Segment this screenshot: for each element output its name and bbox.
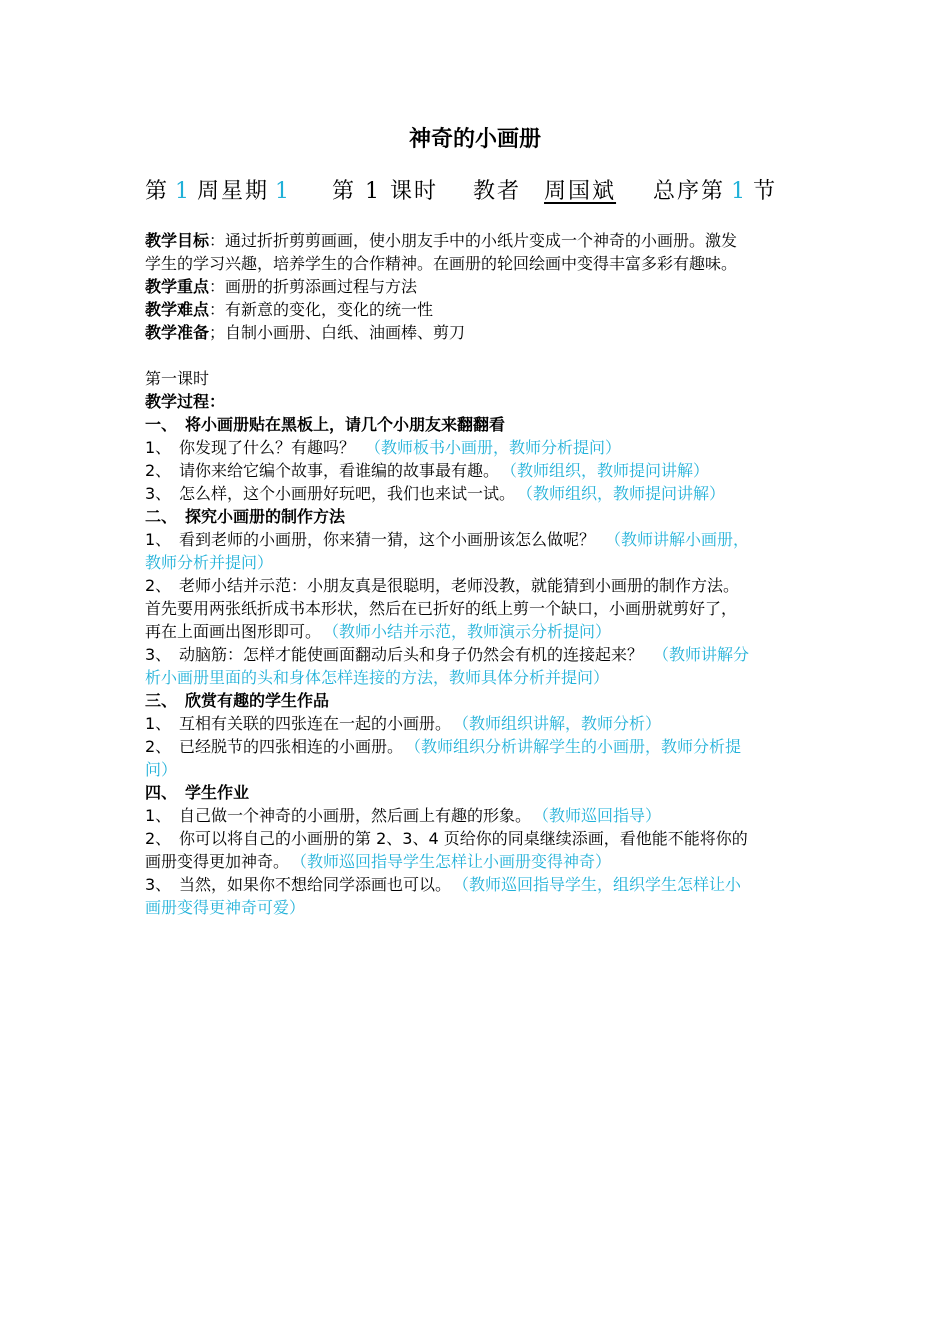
item-text: 你发现了什么？有趣吗？ bbox=[179, 438, 356, 457]
lesson-label: 第一课时 bbox=[145, 369, 210, 388]
list-item bbox=[145, 735, 805, 758]
process-sections bbox=[145, 413, 805, 919]
list-item bbox=[145, 551, 805, 574]
section-number: 三、 bbox=[145, 691, 178, 710]
item-text: 动脑筋：怎样才能使画面翻动后头和身子仍然会有机的连接起来？ bbox=[179, 645, 644, 664]
document-title: 神奇的小画册 bbox=[408, 127, 541, 152]
list-item bbox=[145, 574, 805, 597]
list-item bbox=[145, 712, 805, 735]
teacher-note: 教师分析并提问） bbox=[145, 553, 274, 572]
hard-text: ：有新意的变化，变化的统一性 bbox=[209, 300, 434, 319]
objective-goal bbox=[145, 229, 805, 252]
section-heading bbox=[145, 689, 805, 712]
week-mid: 周星期 bbox=[197, 179, 270, 204]
prep-text: ；自制小画册、白纸、油画棒、剪刀 bbox=[209, 323, 466, 342]
total-suffix: 节 bbox=[753, 179, 778, 204]
section-title: 探究小画册的制作方法 bbox=[185, 507, 346, 526]
item-number: 1、 bbox=[145, 714, 172, 733]
list-item bbox=[145, 482, 805, 505]
item-text: 请你来给它编个故事，看谁编的故事最有趣。 bbox=[179, 461, 500, 480]
total-number: 1 bbox=[731, 179, 748, 204]
item-text: 看到老师的小画册，你来猜一猜，这个小画册该怎么做呢？ bbox=[179, 530, 596, 549]
lesson-info-line bbox=[145, 176, 777, 208]
goal-text-2: 学生的学习兴趣，培养学生的合作精神。在画册的轮回绘画中变得丰富多彩有趣味。 bbox=[145, 254, 738, 273]
process-label: 教学过程： bbox=[145, 392, 226, 411]
goal-text: ：通过折折剪剪画画，使小朋友手中的小纸片变成一个神奇的小画册。激发 bbox=[209, 231, 738, 250]
item-text: 怎么样，这个小画册好玩吧，我们也来试一试。 bbox=[179, 484, 516, 503]
goal-label: 教学目标 bbox=[145, 231, 210, 250]
section-heading bbox=[145, 413, 805, 436]
list-item bbox=[145, 436, 805, 459]
teacher-name: 周国斌 bbox=[544, 179, 617, 204]
section-number: 四、 bbox=[145, 783, 178, 802]
item-number: 3、 bbox=[145, 484, 172, 503]
teacher-note: （教师组织分析讲解学生的小画册，教师分析提 bbox=[413, 737, 742, 756]
teacher-note: （教师巡回指导学生，组织学生怎样让小 bbox=[461, 875, 742, 894]
teacher-note: （教师组织，教师提问讲解） bbox=[525, 484, 726, 503]
teacher-note: 画册变得更神奇可爱） bbox=[145, 898, 306, 917]
item-text: 当然，如果你不想给同学添画也可以。 bbox=[179, 875, 452, 894]
list-item bbox=[145, 850, 805, 873]
list-item bbox=[145, 528, 805, 551]
item-text: 你可以将自己的小画册的第 2、3、4 页给你的同桌继续添画，看他能不能将你的 bbox=[179, 829, 748, 848]
item-number: 2、 bbox=[145, 737, 172, 756]
list-item bbox=[145, 597, 805, 620]
list-item bbox=[145, 459, 805, 482]
teacher-note: （教师讲解分 bbox=[653, 645, 750, 664]
item-text: 自己做一个神奇的小画册，然后画上有趣的形象。 bbox=[179, 806, 532, 825]
section-title: 将小画册贴在黑板上，请几个小朋友来翻翻看 bbox=[185, 415, 506, 434]
item-number: 1、 bbox=[145, 530, 172, 549]
section-title: 欣赏有趣的学生作品 bbox=[185, 691, 330, 710]
teacher-note: 析小画册里面的头和身体怎样连接的方法，教师具体分析并提问） bbox=[145, 668, 610, 687]
section-number: 二、 bbox=[145, 507, 178, 526]
item-number: 2、 bbox=[145, 829, 172, 848]
list-item bbox=[145, 873, 805, 896]
teacher-note: （教师小结并示范，教师演示分析提问） bbox=[331, 622, 612, 641]
spacer bbox=[145, 344, 805, 367]
item-text: 互相有关联的四张连在一起的小画册。 bbox=[179, 714, 452, 733]
teacher-note: 问） bbox=[145, 760, 178, 779]
objective-hard bbox=[145, 298, 805, 321]
list-item bbox=[145, 666, 805, 689]
prep-label: 教学准备 bbox=[145, 323, 210, 342]
section-title: 学生作业 bbox=[185, 783, 250, 802]
teacher-note: （教师板书小画册，教师分析提问） bbox=[365, 438, 622, 457]
item-number: 1、 bbox=[145, 806, 172, 825]
week-prefix: 第 bbox=[145, 179, 170, 204]
list-item bbox=[145, 827, 805, 850]
item-text: 已经脱节的四张相连的小画册。 bbox=[179, 737, 404, 756]
key-label: 教学重点 bbox=[145, 277, 210, 296]
list-item bbox=[145, 896, 805, 919]
key-text: ：画册的折剪添画过程与方法 bbox=[209, 277, 418, 296]
objective-prep bbox=[145, 321, 805, 344]
section-heading bbox=[145, 505, 805, 528]
objective-key bbox=[145, 275, 805, 298]
item-text: 画册变得更加神奇。 bbox=[145, 852, 290, 871]
document-body bbox=[145, 229, 805, 919]
teacher-note: （教师讲解小画册， bbox=[605, 530, 750, 549]
item-number: 2、 bbox=[145, 576, 172, 595]
item-text: 首先要用两张纸折成书本形状，然后在已折好的纸上剪一个缺口，小画册就剪好了， bbox=[145, 599, 738, 618]
teacher-note: （教师组织讲解，教师分析） bbox=[461, 714, 662, 733]
item-number: 1、 bbox=[145, 438, 172, 457]
lesson-number: 第 1 课时 bbox=[332, 179, 439, 204]
week-number: 1 bbox=[175, 179, 192, 204]
hard-label: 教学难点 bbox=[145, 300, 210, 319]
weekday-number: 1 bbox=[275, 179, 292, 204]
teacher-note: （教师巡回指导学生怎样让小画册变得神奇） bbox=[299, 852, 612, 871]
teacher-note: （教师巡回指导） bbox=[541, 806, 662, 825]
item-text: 老师小结并示范：小朋友真是很聪明，老师没教，就能猜到小画册的制作方法。 bbox=[179, 576, 740, 595]
item-number: 2、 bbox=[145, 461, 172, 480]
item-number: 3、 bbox=[145, 875, 172, 894]
section-heading bbox=[145, 781, 805, 804]
list-item bbox=[145, 804, 805, 827]
item-text: 再在上面画出图形即可。 bbox=[145, 622, 322, 641]
list-item bbox=[145, 620, 805, 643]
section-number: 一、 bbox=[145, 415, 178, 434]
item-number: 3、 bbox=[145, 645, 172, 664]
teacher-label: 教者 bbox=[473, 179, 522, 204]
list-item bbox=[145, 643, 805, 666]
objective-goal-cont bbox=[145, 252, 805, 275]
total-prefix: 总序第 bbox=[653, 179, 726, 204]
teacher-note: （教师组织，教师提问讲解） bbox=[509, 461, 710, 480]
list-item bbox=[145, 758, 805, 781]
